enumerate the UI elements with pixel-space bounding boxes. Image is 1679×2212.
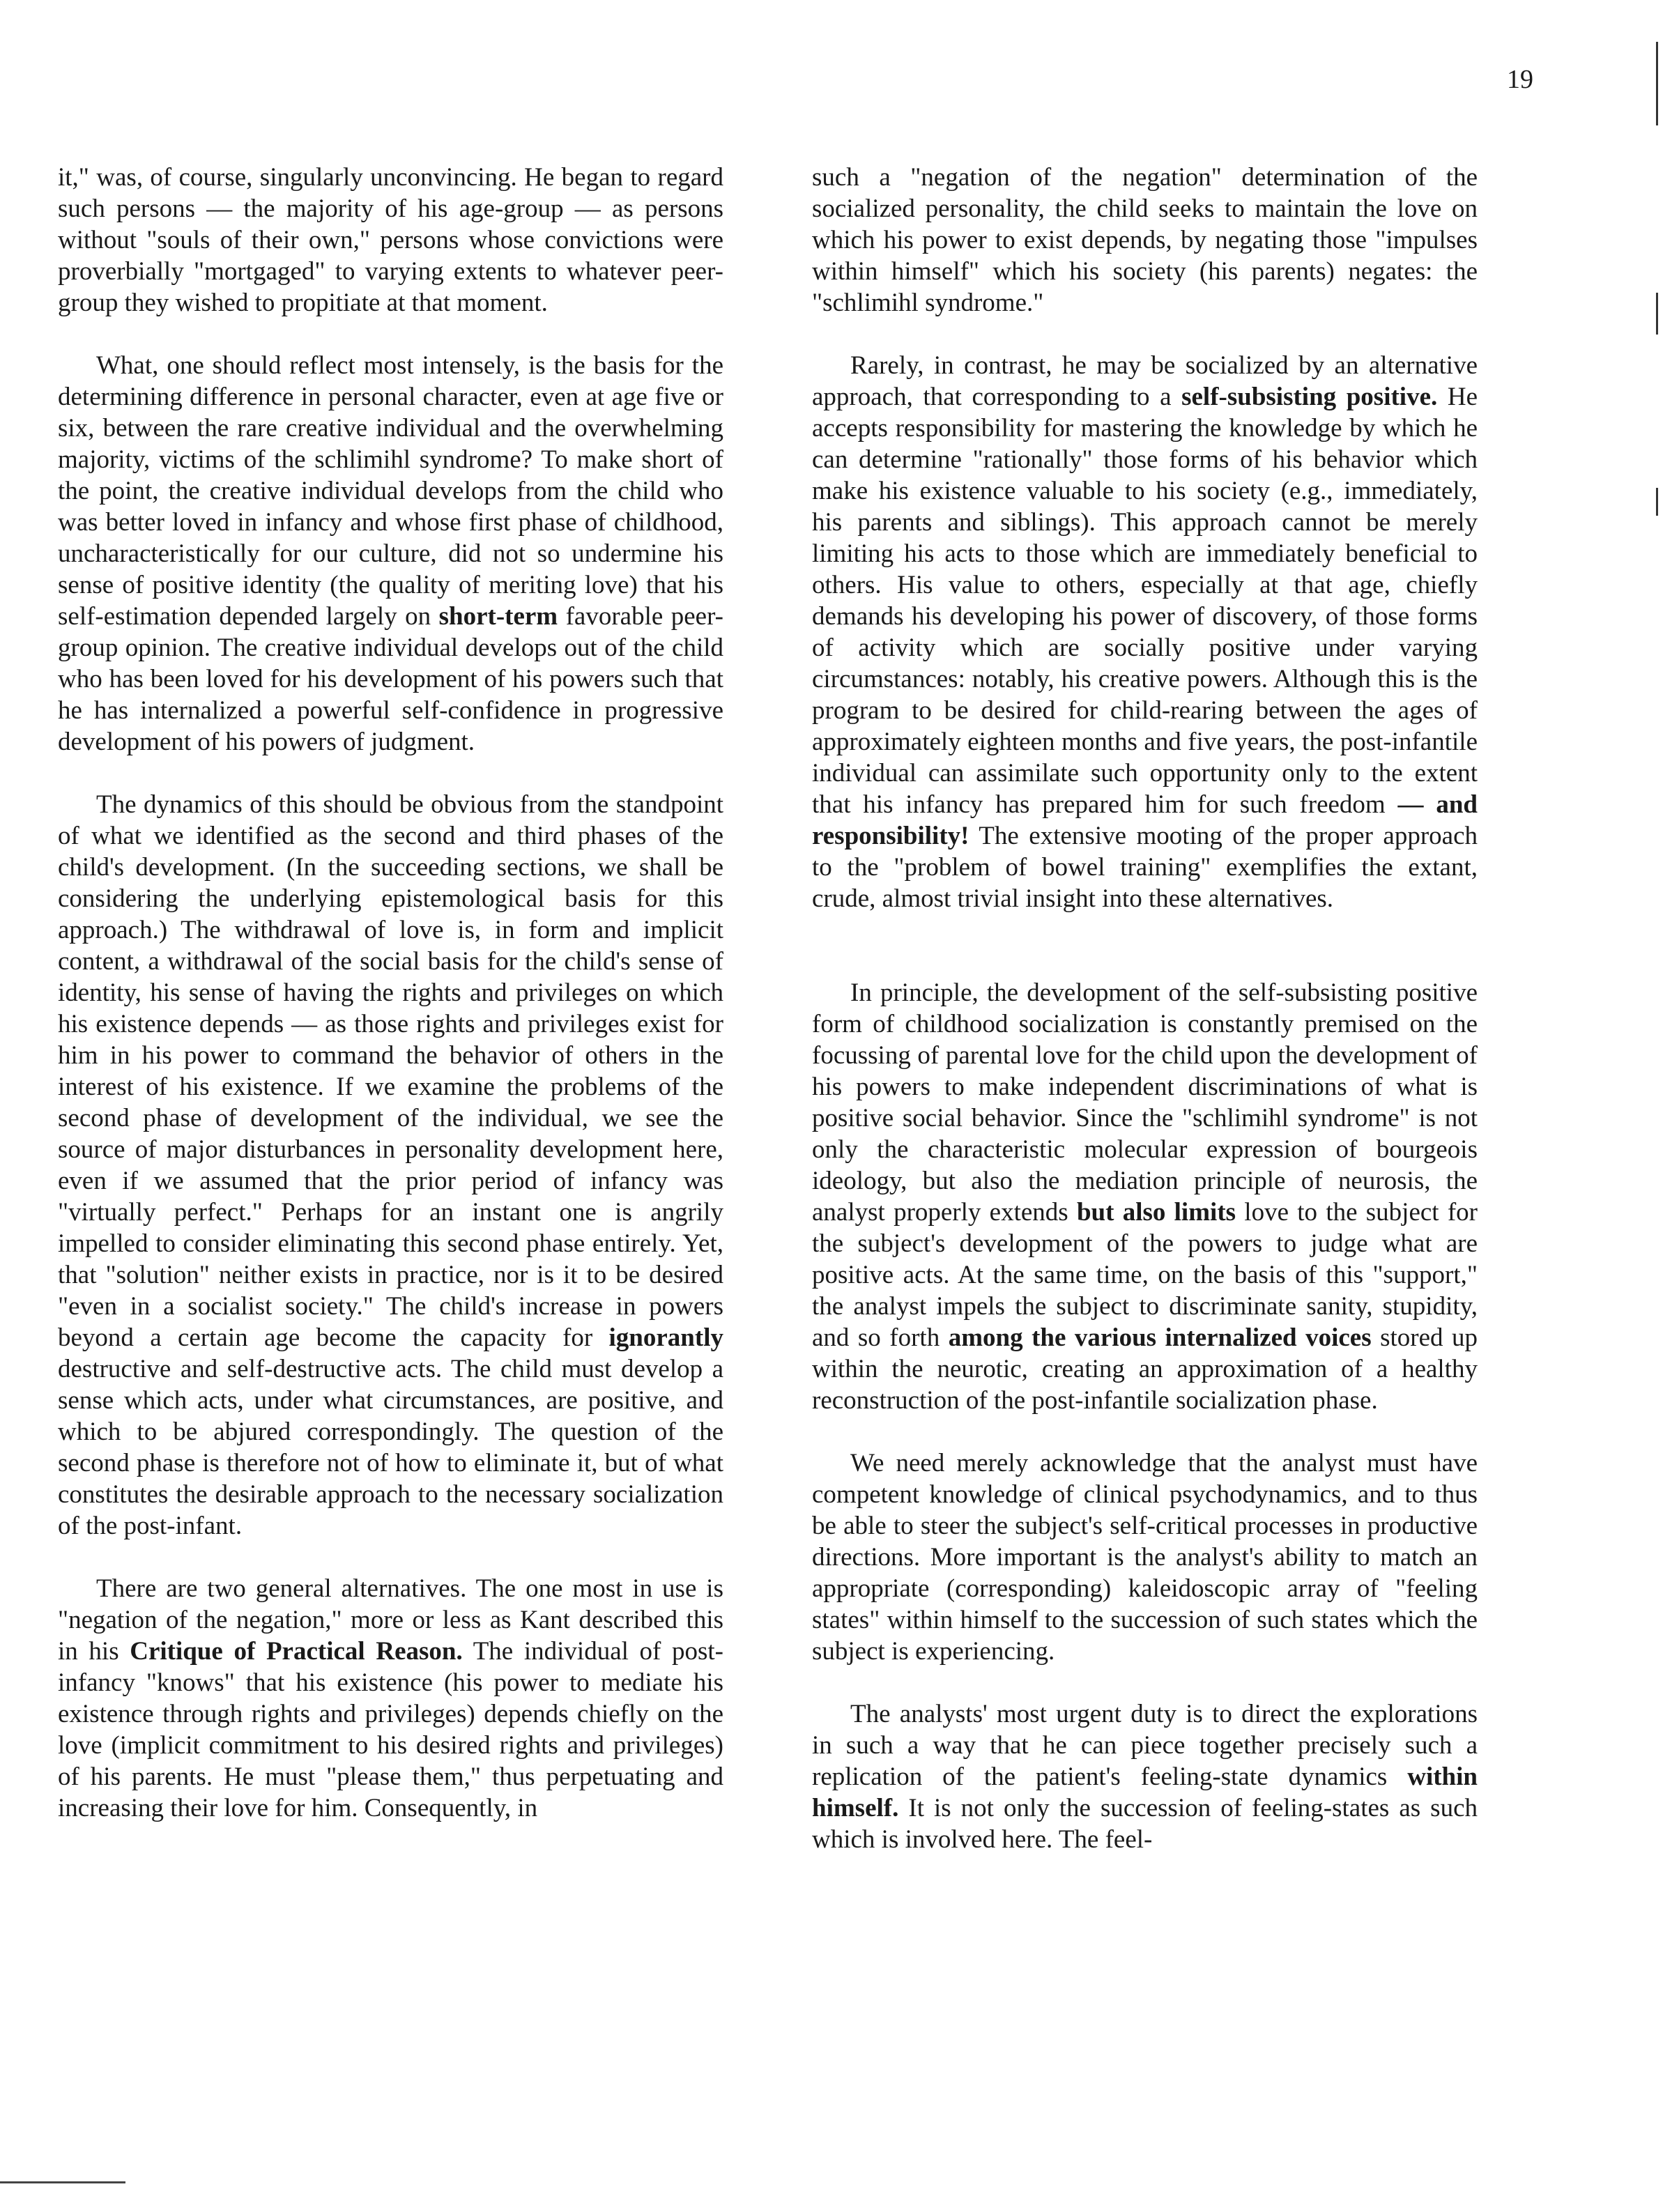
scan-edge-mark (1656, 293, 1658, 335)
emphasis: short-term (438, 602, 558, 631)
page-number: 19 (1507, 65, 1533, 94)
paragraph: it," was, of course, singularly unconvincing. He began to regard such persons — the majority of his age-group — as persons without "souls of their own," persons whose convictions were proverbially "mortgaged" to varying extents to whatever peer-group they wished to propitiate at that moment. (58, 163, 723, 317)
emphasis: Critique of Practical Reason. (130, 1637, 463, 1666)
emphasis: self-subsisting positive. (1181, 383, 1438, 411)
paragraph: There are two general alternatives. The one most in use is "negation of the negation," more or less as Kant described this in his Critique of Practical Reason. The individual of post-infancy "knows" that his existence (his power to mediate his existence through rights and privileges) depends chiefly on the love (implicit commitment to his desired rights and privileges) of his parents. He must "please them," thus perpetuating and increasing their love for him. Consequently, in (58, 1574, 723, 1822)
scan-edge-mark (1656, 488, 1658, 516)
paragraph: We need merely acknowledge that the analyst must have competent knowledge of clinical psychodynamics, and to thus be able to steer the subject's self-critical processes in productive directions. More important is the analyst's ability to match an appropriate (corresponding) kaleidoscopic array of "feeling states" within himself to the succession of such states which the subject is experiencing. (812, 1449, 1478, 1666)
emphasis: — and responsibility! (812, 790, 1478, 850)
paragraph: The dynamics of this should be obvious from the standpoint of what we identified as the second and third phases of the child's development. (In the succeeding sections, we shall be considering the underlying epistemological basis for this approach.) The withdrawal of love is, in form and implicit content, a withdrawal of the social basis for the child's sense of identity, his sense of having the rights and privileges on which his existence depends — as those rights and privileges exist for him in his power to command the behavior of others in the interest of his existence. If we examine the problems of the second phase of development of the individual, we see the source of major disturbances in personality development here, even if we assumed that the prior period of infancy was "virtually perfect." Perhaps for an instant one is angrily impelled to consider eliminating this second phase entirely. Yet, that "solution" neither exists in practice, nor is it to be desired "even in a socialist society." The child's increase in powers beyond a certain age become the capacity for ignorantly destructive and self-destructive acts. The child must develop a sense which acts, under what circumstances, are positive, and which to be abjured correspondingly. The question of the second phase is therefore not of how to eliminate it, but of what constitutes the desirable approach to the necessary socialization of the post-infant. (58, 790, 723, 1540)
paragraph: The analysts' most urgent duty is to direct the explorations in such a way that he can piece together precisely such a replication of the patient's feeling-state dynamics within himself. It is not only the succession of feeling-states as such which is involved here. The feel- (812, 1700, 1478, 1854)
scan-edge-mark (1656, 42, 1658, 125)
bottom-rule (0, 2181, 125, 2183)
paragraph: such a "negation of the negation" determination of the socialized personality, the child seeks to maintain the love on which his power to exist depends, by negating those "impulses within himself" which his society (his parents) negates: the "schlimihl syndrome." (812, 163, 1478, 317)
paragraph: What, one should reflect most intensely, is the basis for the determining difference in personal character, even at age five or six, between the rare creative individual and the overwhelming majority, victims of the schlimihl syndrome? To make short of the point, the creative individual develops from the child who was better loved in infancy and whose first phase of childhood, uncharacteristically for our culture, did not so undermine his sense of positive identity (the quality of meriting love) that his self-estimation depended largely on short-term favorable peer-group opinion. The creative individual develops out of the child who has been loved for his development of his powers such that he has internalized a powerful self-confidence in progressive development of his powers of judgment. (58, 351, 723, 756)
left-column (58, 162, 723, 1855)
paragraph: In principle, the development of the self-subsisting positive form of childhood socialization is constantly premised on the focussing of parental love for the child upon the development of his powers to make independent discriminations of what is positive social behavior. Since the "schlimihl syndrome" is not only the characteristic molecular expression of bourgeois ideology, but also the mediation principle of neurosis, the analyst properly extends but also limits love to the subject for the subject's development of the powers to judge what are positive acts. At the same time, on the basis of this "support," the analyst impels the subject to discriminate sanity, stupidity, and so forth among the various internalized voices stored up within the neurotic, creating an approximation of a healthy reconstruction of the post-infantile socialization phase. (812, 978, 1478, 1415)
emphasis: ignorantly (608, 1323, 723, 1352)
right-column (812, 162, 1478, 1887)
emphasis: among the various internalized voices (948, 1323, 1372, 1352)
paragraph: Rarely, in contrast, he may be socialized by an alternative approach, that corresponding to a self-subsisting positive. He accepts responsibility for mastering the knowledge by which he can determine "rationally" those forms of his behavior which make his existence valuable to his society (e.g., immediately, his parents and siblings). This approach cannot be merely limiting his acts to those which are immediately beneficial to others. His value to others, especially at that age, chiefly demands his developing his power of discovery, of those forms of activity which are socially positive under varying circumstances: notably, his creative powers. Although this is the program to be desired for child-rearing between the ages of approximately eighteen months and five years, the post-infantile individual can assimilate such opportunity only to the extent that his infancy has prepared him for such freedom — and responsibility! The extensive mooting of the proper approach to the "problem of bowel training" exemplifies the extant, crude, almost trivial insight into these alternatives. (812, 351, 1478, 913)
emphasis: but also limits (1076, 1198, 1236, 1227)
emphasis: within himself. (812, 1762, 1478, 1822)
